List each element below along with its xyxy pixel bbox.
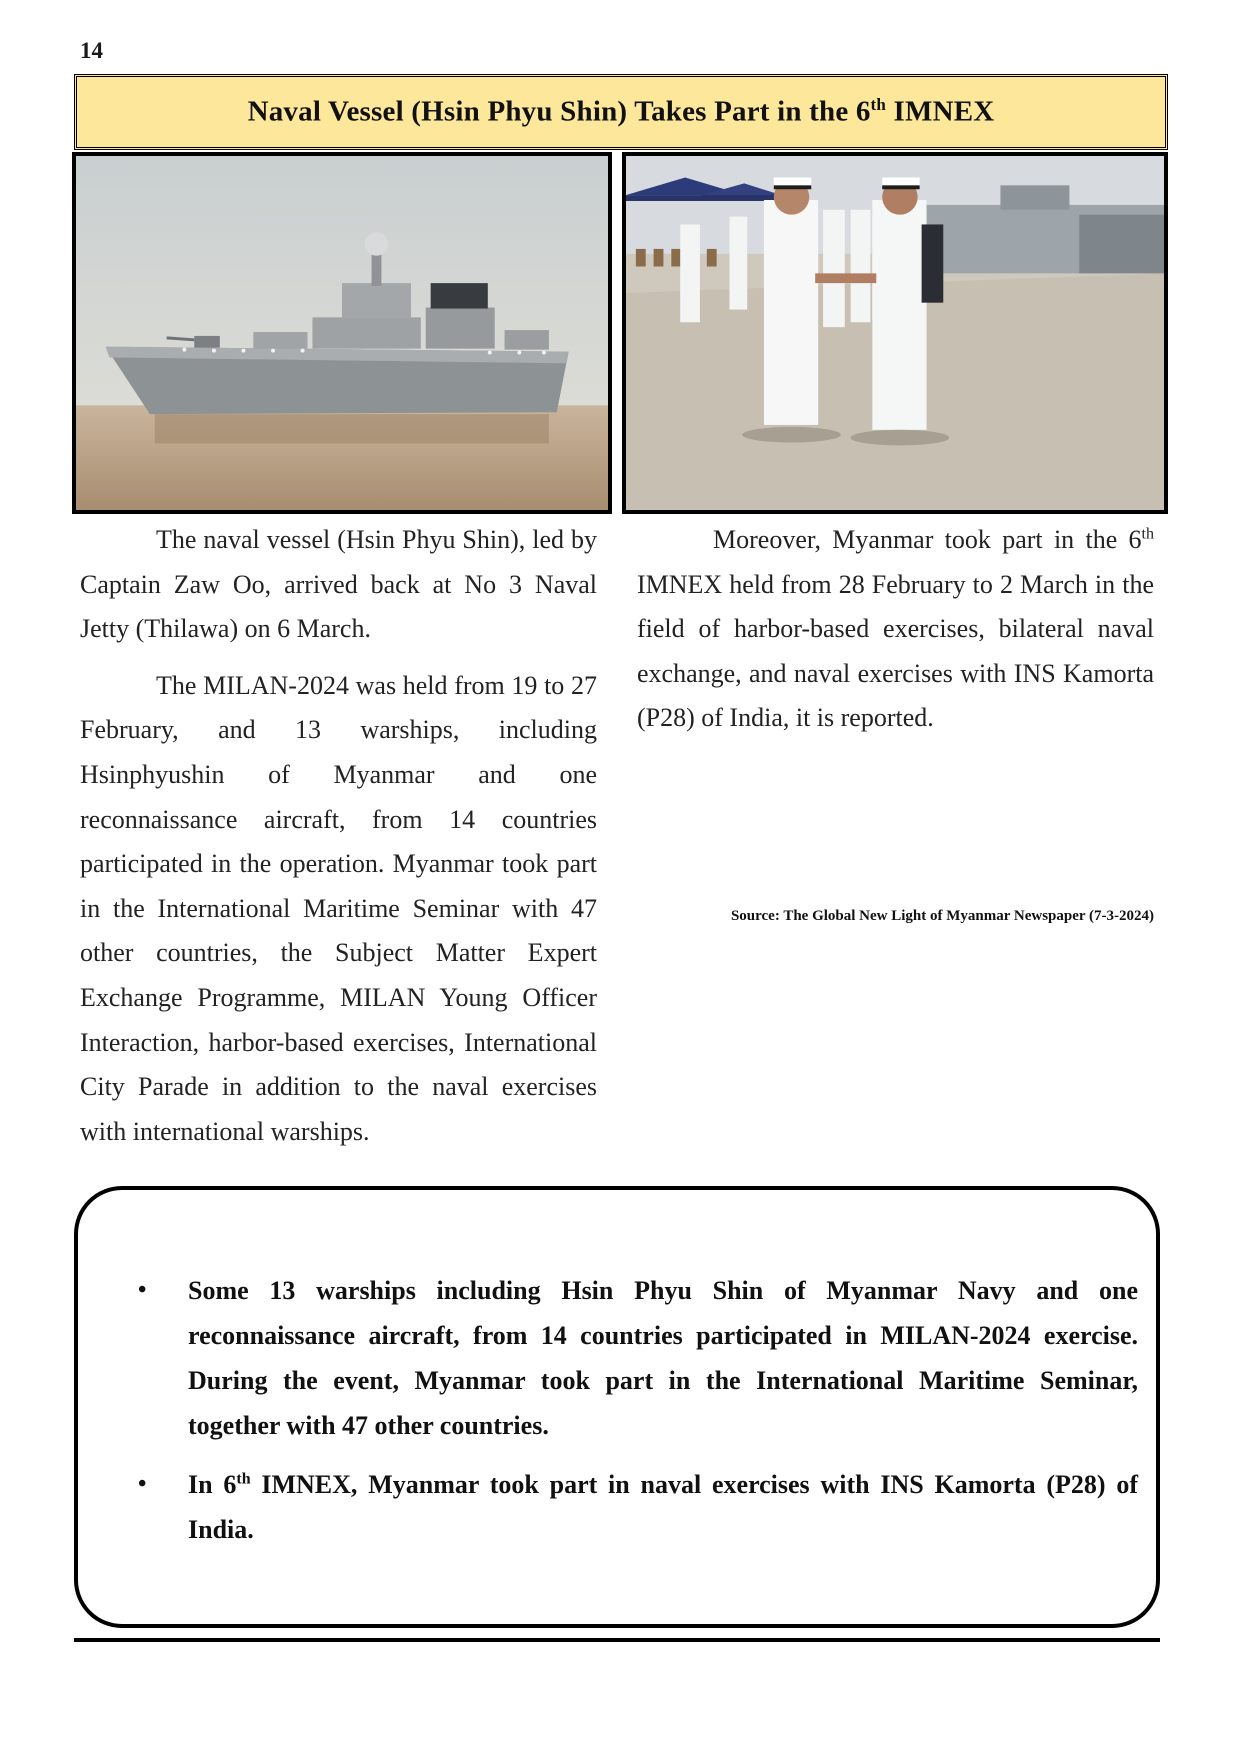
- summary-item: • In 6th IMNEX, Myanmar took part in naval exercises with INS Kamorta (P28) of India.: [138, 1462, 1138, 1552]
- right-paragraph-1: Moreover, Myanmar took part in the 6th IMNEX held from 28 February to 2 March in the field of harbor-based exercises, bilateral naval exchange, and naval exercises with INS Kamorta (P28) of India, it is reported.: [637, 525, 1154, 733]
- left-column: [80, 518, 597, 1154]
- summary-box: [74, 1186, 1160, 1628]
- summary-item: • Some 13 warships including Hsin Phyu Shin of Myanmar Navy and one reconnaissance aircraft, from 14 countries participated in MILAN-2024 exercise. During the event, Myanmar took part in the International Maritime Seminar, together with 47 other countries.: [138, 1268, 1138, 1448]
- summary-list: [138, 1268, 1138, 1552]
- page-title: Naval Vessel (Hsin Phyu Shin) Takes Part in the 6th IMNEX: [247, 95, 995, 128]
- source-credit: Source: The Global New Light of Myanmar Newspaper (7-3-2024): [730, 908, 1154, 924]
- title-banner: [74, 74, 1168, 150]
- left-paragraph-1: The naval vessel (Hsin Phyu Shin), led by Captain Zaw Oo, arrived back at No 3 Naval Jetty (Thilawa) on 6 March.: [80, 525, 597, 644]
- handshake-ceremony-photo: [622, 152, 1168, 514]
- bullet-icon: •: [138, 1277, 147, 1303]
- warship-photo-icon: [76, 156, 608, 510]
- right-column: [637, 518, 1154, 741]
- handshake-ceremony-photo-icon: [626, 156, 1164, 510]
- left-paragraph-2: The MILAN-2024 was held from 19 to 27 February, and 13 warships, including Hsinphyushin of Myanmar and one reconnaissance aircraft, from 14 countries participated in the operation. Myanmar took part in the International Maritime Seminar with 47 other countries, the Subject Matter Expert Exchange Programme, MILAN Young Officer Interaction, harbor-based exercises, International City Parade in addition to the naval exercises with international warships.: [80, 670, 597, 1146]
- bullet-icon: •: [138, 1471, 147, 1497]
- footer-rule: [74, 1638, 1160, 1642]
- page-number: 14: [80, 38, 103, 63]
- warship-photo: [72, 152, 612, 514]
